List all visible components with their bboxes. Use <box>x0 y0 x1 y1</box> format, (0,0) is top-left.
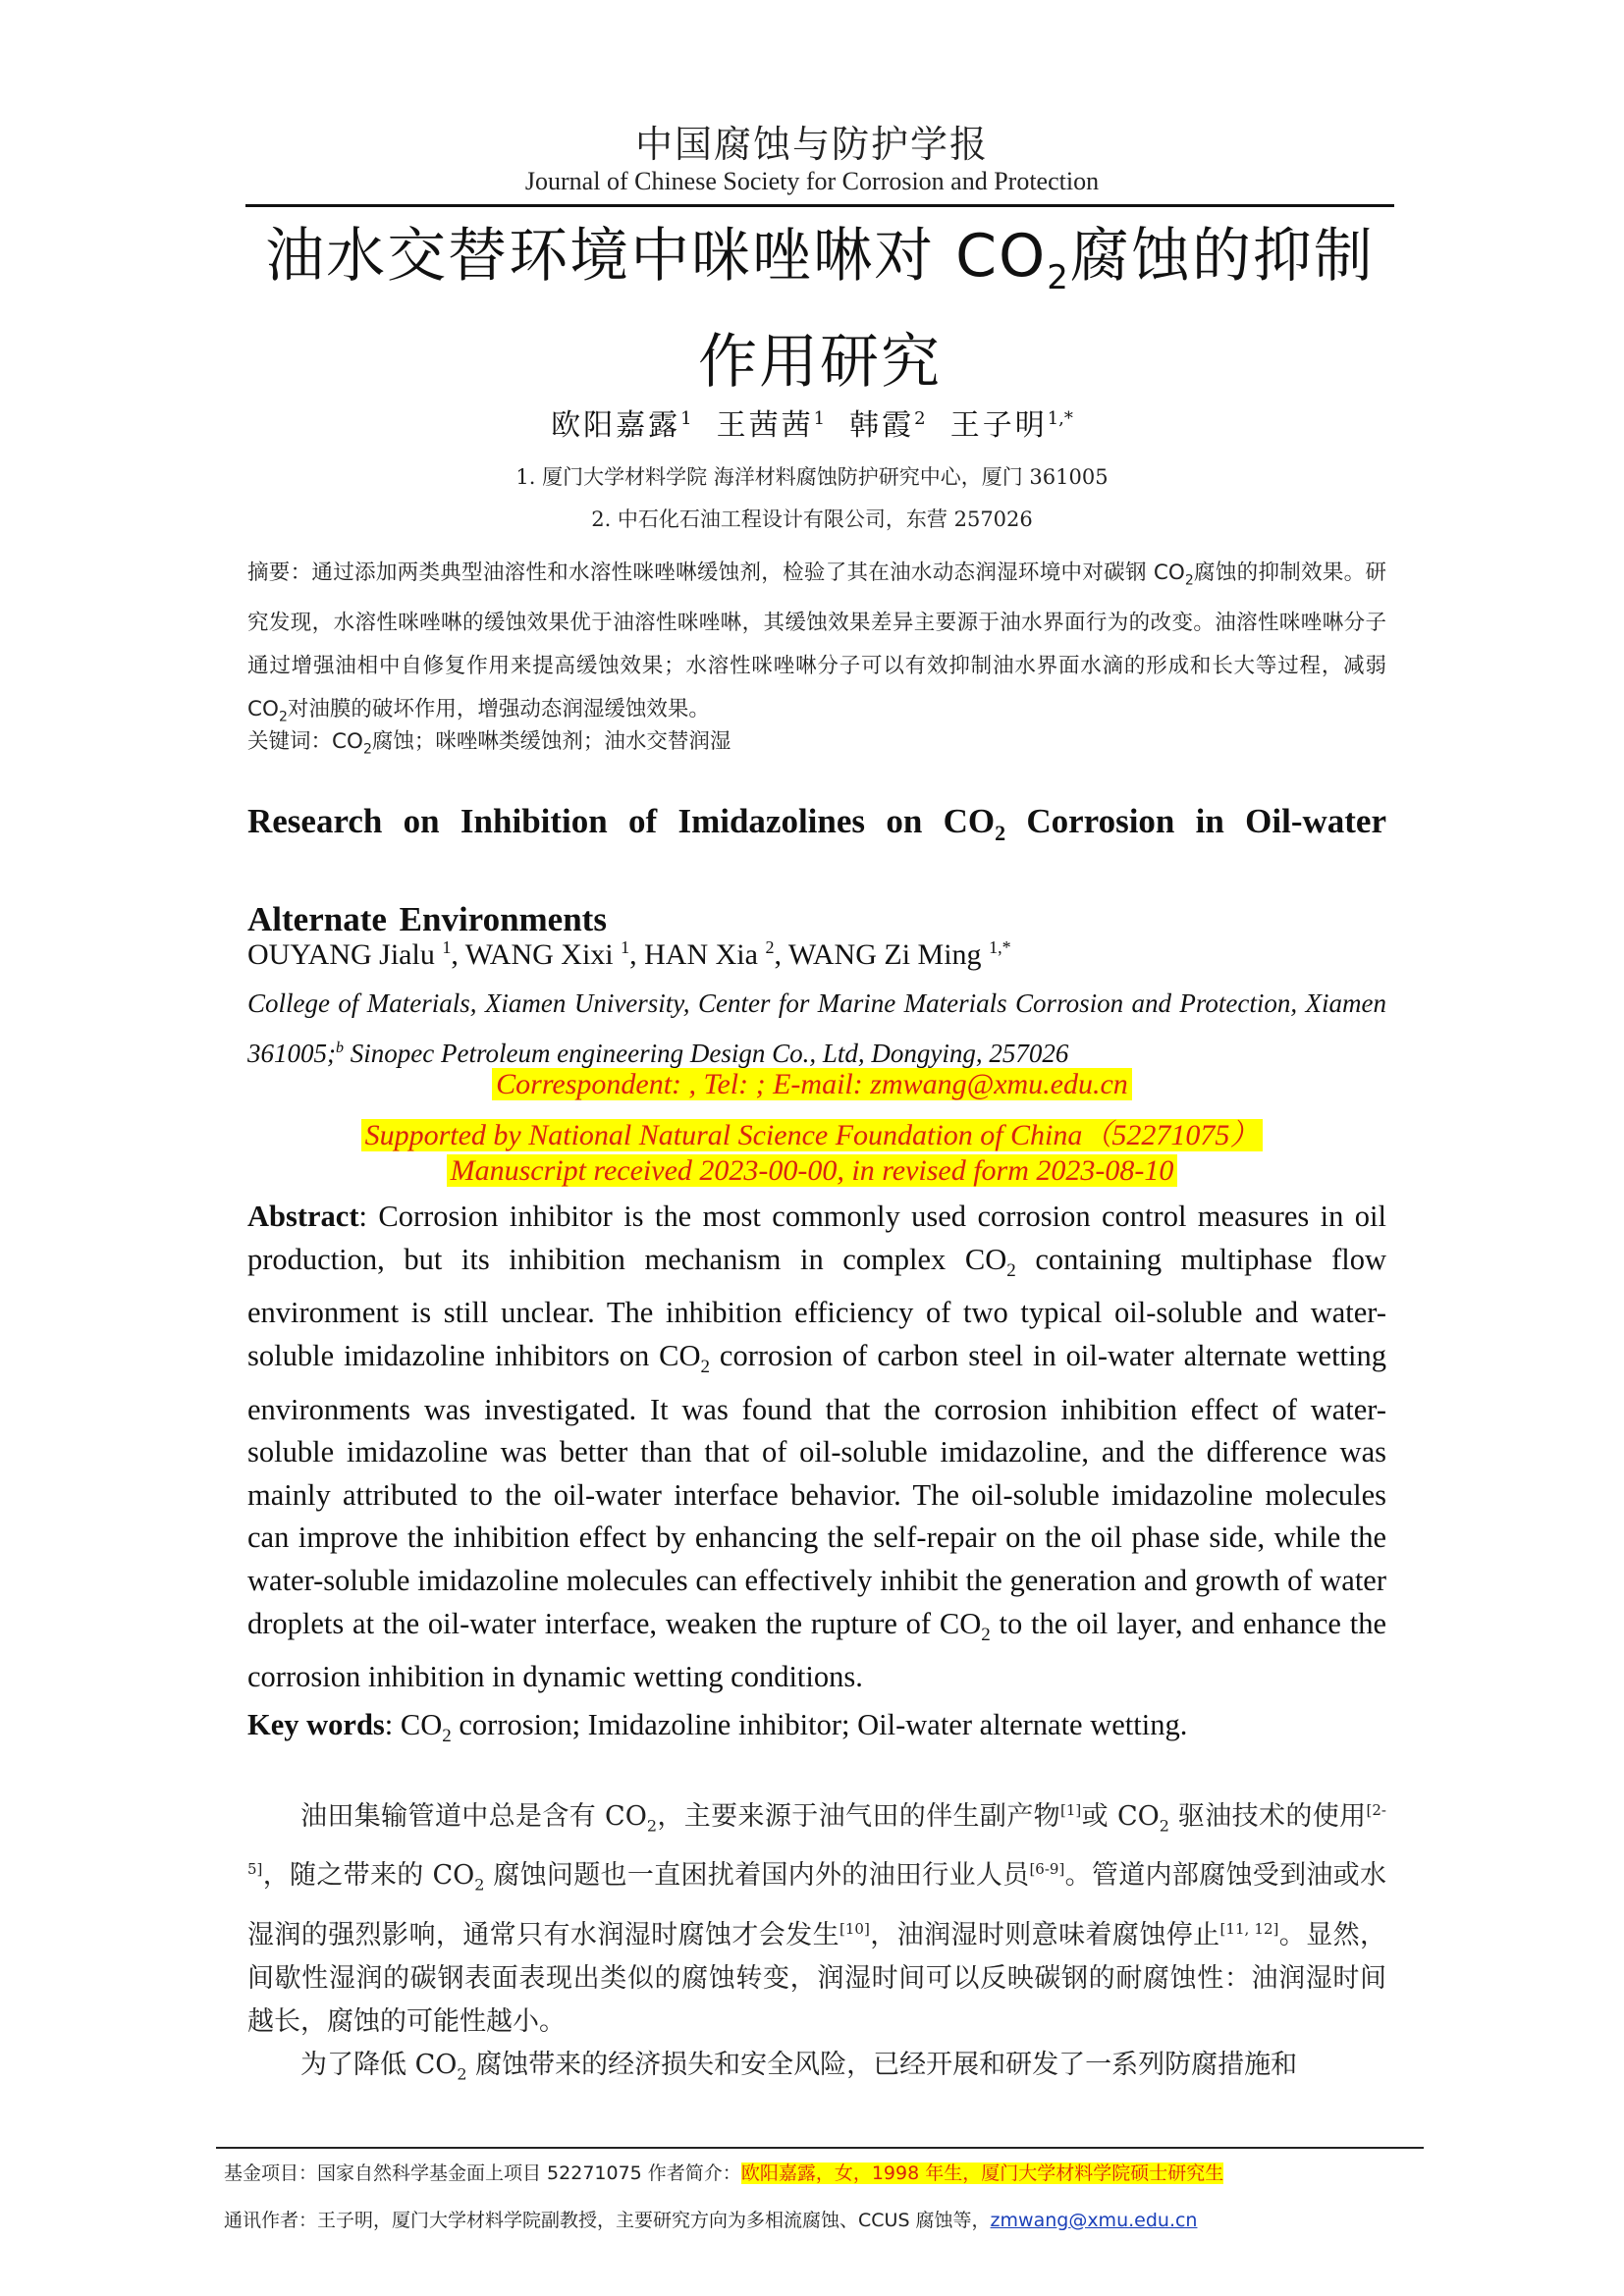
body-text <box>247 1789 1386 2096</box>
affiliation-en: College of Materials, Xiamen University, Center for Marine Materials Corrosion and Protection, Xiamen 361005;$^b$ Sinopec Petroleum engineering Design Co., Ltd, Dongying, 257026 <box>247 988 1386 1068</box>
citation: [6-9] <box>1029 1860 1065 1879</box>
citation: [10] <box>839 1919 870 1938</box>
keywords-cn: 关键词：$CO_2$腐蚀；咪唑啉类缓蚀剂；油水交替润湿 <box>247 729 731 758</box>
citation: [2-5] <box>247 1801 1386 1879</box>
affiliation-cn-2: 2. 中石化石油工程设计有限公司，东营 257026 <box>591 507 1033 531</box>
authors-cn: 欧阳嘉露$^1$ 王茜茜$^1$ 韩霞$^2$ 王子明$^{1,*}$ <box>551 408 1073 443</box>
corresponding-email-link[interactable]: zmwang@xmu.edu.cn <box>990 2210 1198 2231</box>
funding-line: Supported by National Natural Science Foundation of China（52271075） <box>0 1110 1624 1153</box>
body-paragraph-2: 为了降低 $CO_2$ 腐蚀带来的经济损失和安全风险，已经开展和研发了一系列防腐措施和 <box>300 2049 1298 2084</box>
manuscript-dates-line: Manuscript received 2023-00-00, in revised form 2023-08-10 <box>0 1154 1624 1188</box>
citation: [1] <box>1060 1801 1082 1819</box>
author-cn: 王茜茜 <box>716 408 814 443</box>
header-rule <box>245 204 1394 207</box>
author-bio: 欧阳嘉露，女，1998 年生，厦门大学材料学院硕士研究生 <box>740 2163 1224 2184</box>
abstract-en: Abstract: Corrosion inhibitor is the most commonly used corrosion control measures in oil production, but its inhibition mechanism in complex $CO_2$ containing multiphase flow environment is still unclear. The inhibition efficiency of two typical oil-soluble and water-soluble imidazoline inhibitors on $CO_2$ corrosion of carbon steel in oil-water alternate wetting environments was investigated. It was found that the corrosion inhibition effect of water-soluble imidazoline was better than that of oil-soluble imidazoline, and the difference was mainly attributed to the oil-water interface behavior. The oil-soluble imidazoline molecules can improve the inhibition effect by enhancing the self-repair on the oil phase side, while the water-soluble imidazoline molecules can effectively inhibit the generation and growth of water droplets at the oil-water interface, weaken the rupture of $CO_2$ to the oil layer, and enhance the corrosion inhibition in dynamic wetting conditions. <box>247 1200 1386 1694</box>
footnote-rule <box>216 2147 1424 2149</box>
footnote-correspondent: 通讯作者：王子明，厦门大学材料学院副教授，主要研究方向为多相流腐蚀、CCUS 腐蚀等，zmwang@xmu.edu.cn <box>224 2210 1198 2231</box>
authors-en: OUYANG Jialu $^1$, WANG Xixi $^1$, HAN Xia $^2$, WANG Zi Ming $^{1,*}$ <box>247 937 1011 971</box>
keywords-en-label: Key words <box>247 1708 385 1741</box>
title-cn: 油水交替环境中咪唑啉对 $CO_2$腐蚀的抑制作用研究 <box>265 222 1375 397</box>
footnote-funding: 基金项目：国家自然科学基金面上项目 52271075 作者简介：欧阳嘉露，女，1998 年生，厦门大学材料学院硕士研究生 <box>224 2163 1224 2184</box>
abstract-cn-label: 摘要： <box>247 561 312 585</box>
author-en: WANG Zi Ming <box>787 938 982 971</box>
abstract-en-label: Abstract <box>247 1200 359 1233</box>
journal-name-cn: 中国腐蚀与防护学报 <box>634 123 989 166</box>
title-en: Research on Inhibition of Imidazolines on $CO_2$ Corrosion in Oil-water Alternate Environments <box>247 802 1386 938</box>
author-cn: 王子明 <box>949 408 1048 443</box>
keywords-cn-label: 关键词： <box>247 729 333 754</box>
body-paragraph-1: 油田集输管道中总是含有 $CO_2$，主要来源于油气田的伴生副产物[1]或 $CO_2$ 驱油技术的使用[2-5]，随之带来的 $CO_2$ 腐蚀问题也一直困扰着国内外的油田行业人员[6-9]。管道内部腐蚀受到油或水湿润的强烈影响，通常只有水润湿时腐蚀才会发生[10]，油润湿时则意味着腐蚀停止[11, 12]。显然，间歇性湿润的碳钢表面表现出类似的腐蚀转变，润湿时间可以反映碳钢的耐腐蚀性：油润湿时间越长，腐蚀的可能性越小。 <box>247 1801 1387 2037</box>
journal-name-en: Journal of Chinese Society for Corrosion and Protection <box>524 167 1100 195</box>
affiliation-cn-1: 1. 厦门大学材料学院 海洋材料腐蚀防护研究中心，厦门 361005 <box>515 465 1109 489</box>
keywords-en: Key words: $CO_2$ corrosion; Imidazoline inhibitor; Oil-water alternate wetting. <box>247 1708 1188 1747</box>
author-en: WANG Xixi <box>464 938 614 971</box>
author-en: HAN Xia <box>644 938 758 971</box>
author-en: OUYANG Jialu <box>247 938 435 971</box>
abstract-cn: 摘要：通过添加两类典型油溶性和水溶性咪唑啉缓蚀剂，检验了其在油水动态润湿环境中对碳钢 $CO_2$腐蚀的抑制效果。研究发现，水溶性咪唑啉的缓蚀效果优于油溶性咪唑啉，其缓蚀效果差异主要源于油水界面行为的改变。油溶性咪唑啉分子通过增强油相中自修复作用来提高缓蚀效果；水溶性咪唑啉分子可以有效抑制油水界面水滴的形成和长大等过程，减弱 $CO_2$对油膜的破坏作用，增强动态润湿缓蚀效果。 <box>247 561 1386 725</box>
citation: [11, 12] <box>1219 1919 1279 1938</box>
author-cn: 欧阳嘉露 <box>551 408 681 443</box>
correspondent-line: Correspondent: , Tel: ; E-mail: zmwang@xmu.edu.cn <box>0 1068 1624 1101</box>
author-cn: 韩霞 <box>849 408 915 443</box>
